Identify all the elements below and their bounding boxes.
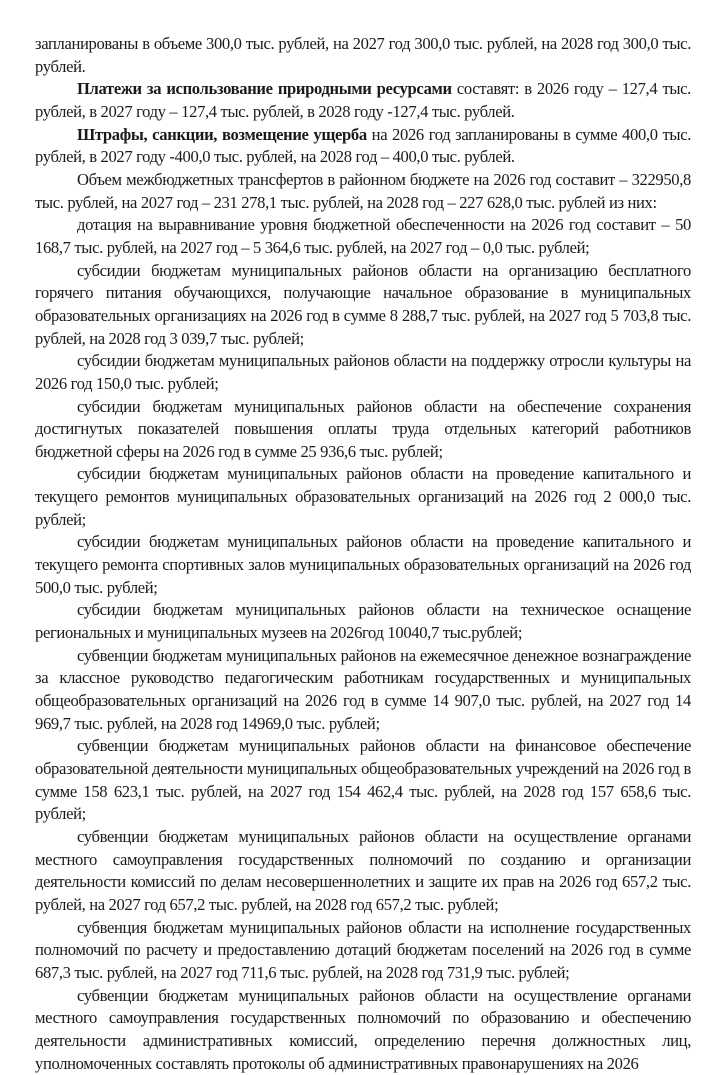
list-item: субсидии бюджетам муниципальных районов области на техническое оснащение региональных и муниципальных музеев на 2026год 10040,7 тыс.рублей; [35,600,691,643]
list-item: субвенции бюджетам муниципальных районов на ежемесячное денежное вознаграждение за классное руководство педагогическим работникам государственных и муниципальных общеобразовательных организаций на 2026 год в сумме 14 907,0 тыс. рублей, на 2027 год 14 969,7 тыс. рублей, на 2028 год 14969,0 тыс. рублей; [35,645,691,733]
heading-fines: Штрафы, санкции, возмещение ущерба [77,124,367,144]
list-item: субсидии бюджетам муниципальных районов области на обеспечение сохранения достигнутых показателей повышения оплаты труда отдельных категорий работников бюджетной сферы на 2026 год в сумме 25 936,6 тыс. рублей; [35,396,691,461]
list-item: субвенции бюджетам муниципальных районов области на осуществление органами местного самоуправления государственных полномочий по созданию и организации деятельности комиссий по делам несовершеннолетних и защите их прав на 2026 год 657,2 тыс. рублей, на 2027 год 657,2 тыс. рублей, на 2028 год 657,2 тыс. рублей; [35,826,691,914]
paragraph-environmental-fees-end: запланированы в объеме 300,0 тыс. рублей, на 2027 год 300,0 тыс. рублей, на 2028 год 300,0 тыс. рублей. [35,34,691,76]
list-item: субсидии бюджетам муниципальных районов области на организацию бесплатного горячего питания обучающихся, получающие начальное образование в муниципальных образовательных организациях на 2026 год в сумме 8 288,7 тыс. рублей, на 2027 год 5 703,8 тыс. рублей, на 2028 год 3 039,7 тыс. рублей; [35,260,691,348]
list-item: субвенции бюджетам муниципальных районов области на осуществление органами местного самоуправления государственных полномочий по образованию и обеспечению деятельности административных комиссий, определению перечня должностных лиц, уполномоченных составлять протоколы об административных правонарушениях на 2026 [35,985,691,1073]
paragraph-fines: Штрафы, санкции, возмещение ущерба на 2026 год запланированы в сумме 400,0 тыс. рублей, в 2027 году -400,0 тыс. рублей, на 2028 год – 400,0 тыс. рублей. [35,124,692,167]
list-item: субвенция бюджетам муниципальных районов области на исполнение государственных полномочий по расчету и предоставлению дотаций бюджетам поселений на 2026 год в сумме 687,3 тыс. рублей, на 2027 год 711,6 тыс. рублей, на 2028 год 731,9 тыс. рублей; [35,917,691,982]
document-page [35,33,691,1075]
paragraph-transfers-total: Объем межбюджетных трансфертов в районном бюджете на 2026 год составит – 322950,8 тыс. рублей, на 2027 год – 231 278,1 тыс. рублей, на 2028 год – 227 628,0 тыс. рублей из них: [35,169,691,212]
list-item: дотация на выравнивание уровня бюджетной обеспеченности на 2026 год составит – 50 168,7 тыс. рублей, на 2027 год – 5 364,6 тыс. рублей, на 2027 год – 0,0 тыс. рублей; [35,215,691,257]
list-item: субсидии бюджетам муниципальных районов области на поддержку отросли культуры на 2026 год 150,0 тыс. рублей; [35,351,691,393]
list-item: субвенции бюджетам муниципальных районов области на финансовое обеспечение образовательной деятельности муниципальных общеобразовательных учреждений на 2026 год в сумме 158 623,1 тыс. рублей, на 2027 год 154 462,4 тыс. рублей, на 2028 год 157 658,6 тыс. рублей; [35,736,691,824]
list-item: субсидии бюджетам муниципальных районов области на проведение капитального и текущего ремонтов муниципальных образовательных организаций на 2026 год 2 000,0 тыс. рублей; [35,464,691,529]
paragraph-natural-resources: Платежи за использование природными ресурсами составят: в 2026 году – 127,4 тыс. рублей, в 2027 году – 127,4 тыс. рублей, в 2028 году -127,4 тыс. рублей. [35,79,691,121]
list-item: субсидии бюджетам муниципальных районов области на проведение капитального и текущего ремонта спортивных залов муниципальных образовательных организаций на 2026 год 500,0 тыс. рублей; [35,532,691,597]
heading-natural-resources: Платежи за использование природными ресурсами [77,79,452,99]
